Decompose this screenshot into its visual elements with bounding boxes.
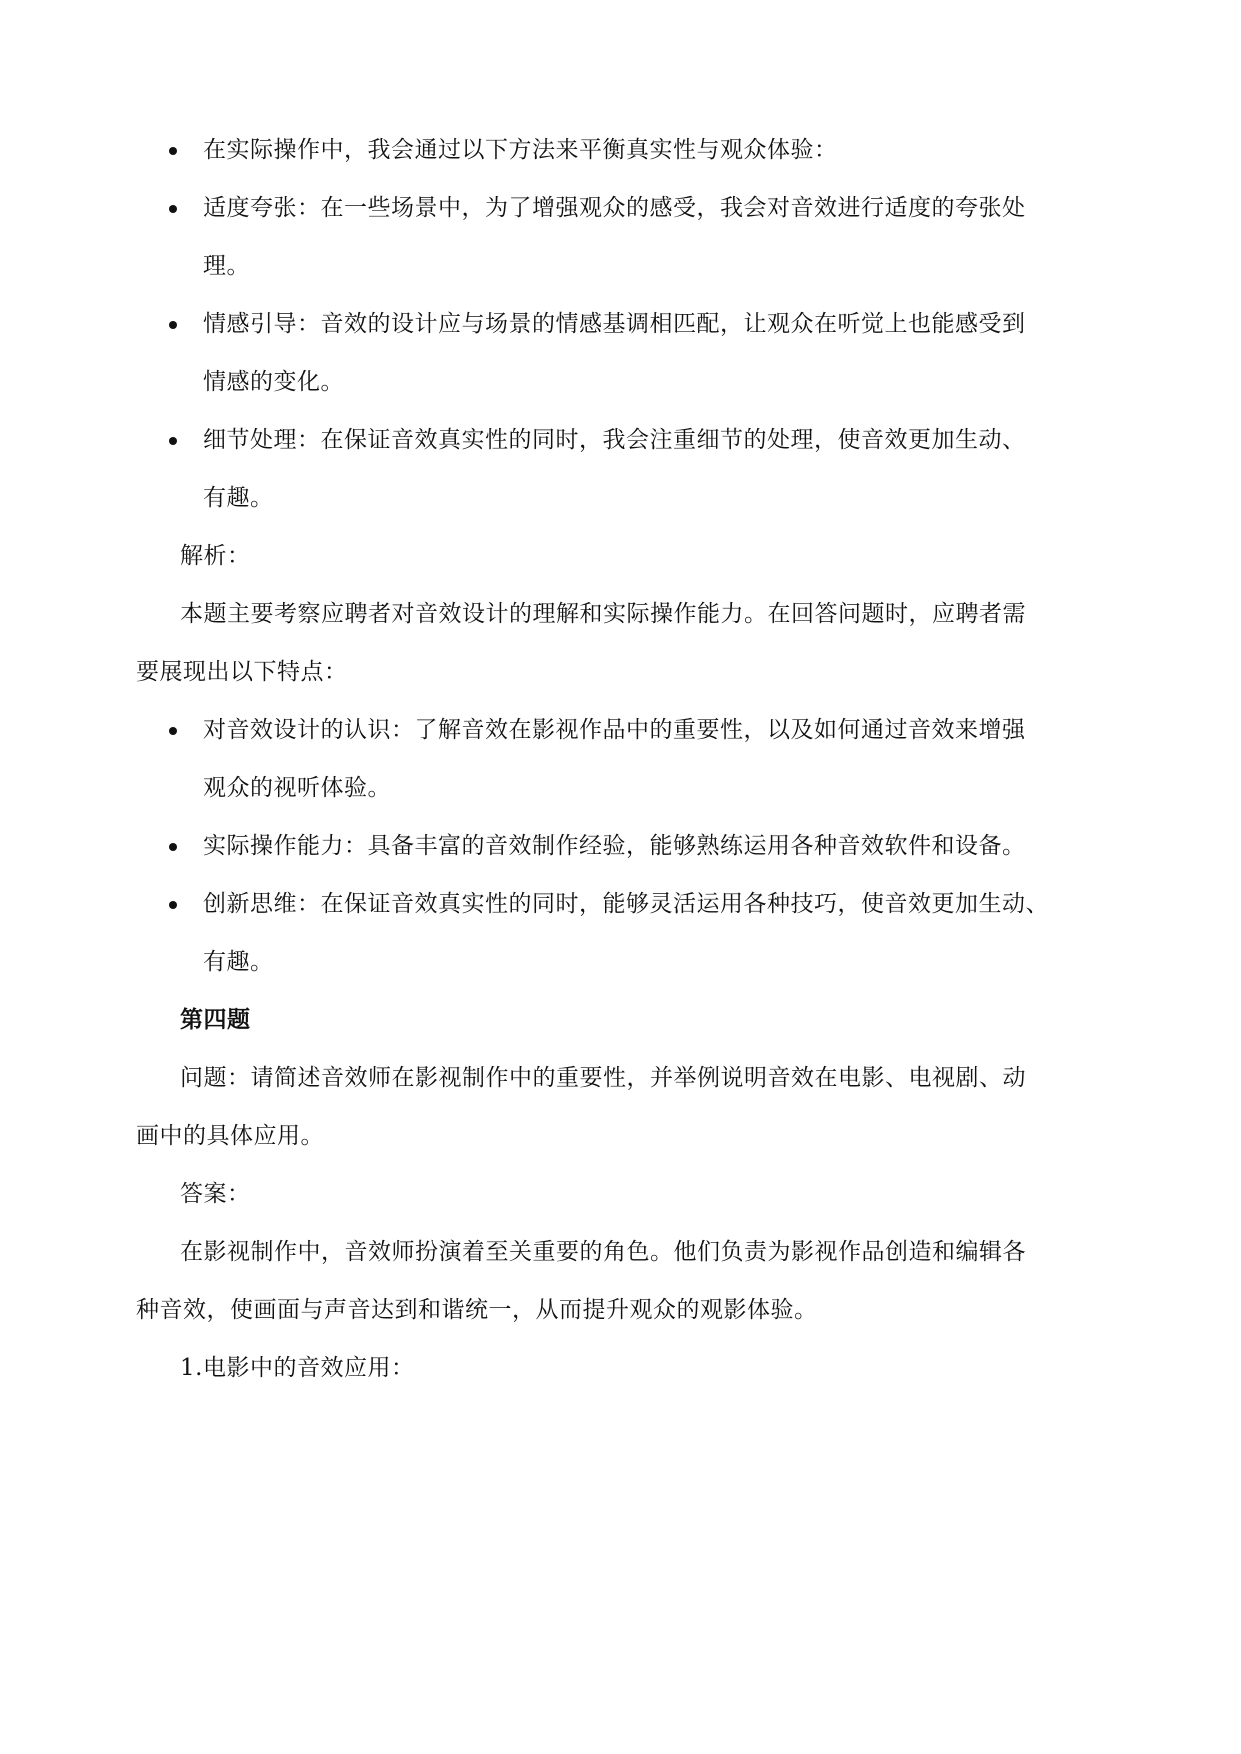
- bullet-item-line: 情感引导：音效的设计应与场景的情感基调相匹配，让观众在听觉上也能感受到: [203, 311, 1026, 337]
- answer-paragraph-line: 在影视制作中，音效师扮演着至关重要的角色。他们负责为影视作品创造和编辑各: [180, 1239, 1026, 1265]
- bullet-dot: [169, 205, 177, 213]
- bullet-item-continuation: 有趣。: [203, 485, 274, 511]
- bullet-dot: [169, 901, 177, 909]
- bullet-item-continuation: 情感的变化。: [203, 369, 344, 395]
- bullet-item-line: 对音效设计的认识：了解音效在影视作品中的重要性，以及如何通过音效来增强: [203, 717, 1026, 743]
- bullet-dot: [169, 727, 177, 735]
- analysis-label: 解析：: [180, 543, 251, 569]
- answer-label: 答案：: [180, 1181, 251, 1207]
- bullet-item-line: 创新思维：在保证音效真实性的同时，能够灵活运用各种技巧，使音效更加生动、: [203, 891, 1049, 917]
- question-line: 问题：请简述音效师在影视制作中的重要性，并举例说明音效在电影、电视剧、动: [180, 1065, 1026, 1091]
- question-line: 画中的具体应用。: [136, 1123, 324, 1149]
- bullet-dot: [169, 843, 177, 851]
- section-title: 第四题: [180, 1006, 251, 1033]
- bullet-dot: [169, 437, 177, 445]
- bullet-dot: [169, 147, 177, 155]
- bullet-item-line: 在实际操作中，我会通过以下方法来平衡真实性与观众体验：: [203, 137, 838, 163]
- bullet-item-continuation: 观众的视听体验。: [203, 775, 391, 801]
- bullet-item-continuation: 有趣。: [203, 949, 274, 975]
- analysis-paragraph-line: 要展现出以下特点：: [136, 659, 348, 685]
- bullet-item-line: 适度夸张：在一些场景中，为了增强观众的感受，我会对音效进行适度的夸张处: [203, 195, 1026, 221]
- bullet-item-line: 细节处理：在保证音效真实性的同时，我会注重细节的处理，使音效更加生动、: [203, 427, 1026, 453]
- bullet-dot: [169, 321, 177, 329]
- bullet-item-line: 实际操作能力：具备丰富的音效制作经验，能够熟练运用各种音效软件和设备。: [203, 833, 1026, 859]
- answer-paragraph-line: 种音效，使画面与声音达到和谐统一，从而提升观众的观影体验。: [136, 1297, 818, 1323]
- analysis-paragraph-line: 本题主要考察应聘者对音效设计的理解和实际操作能力。在回答问题时，应聘者需: [180, 601, 1026, 627]
- bullet-item-continuation: 理。: [203, 253, 250, 279]
- numbered-item: 1.电影中的音效应用：: [180, 1355, 415, 1381]
